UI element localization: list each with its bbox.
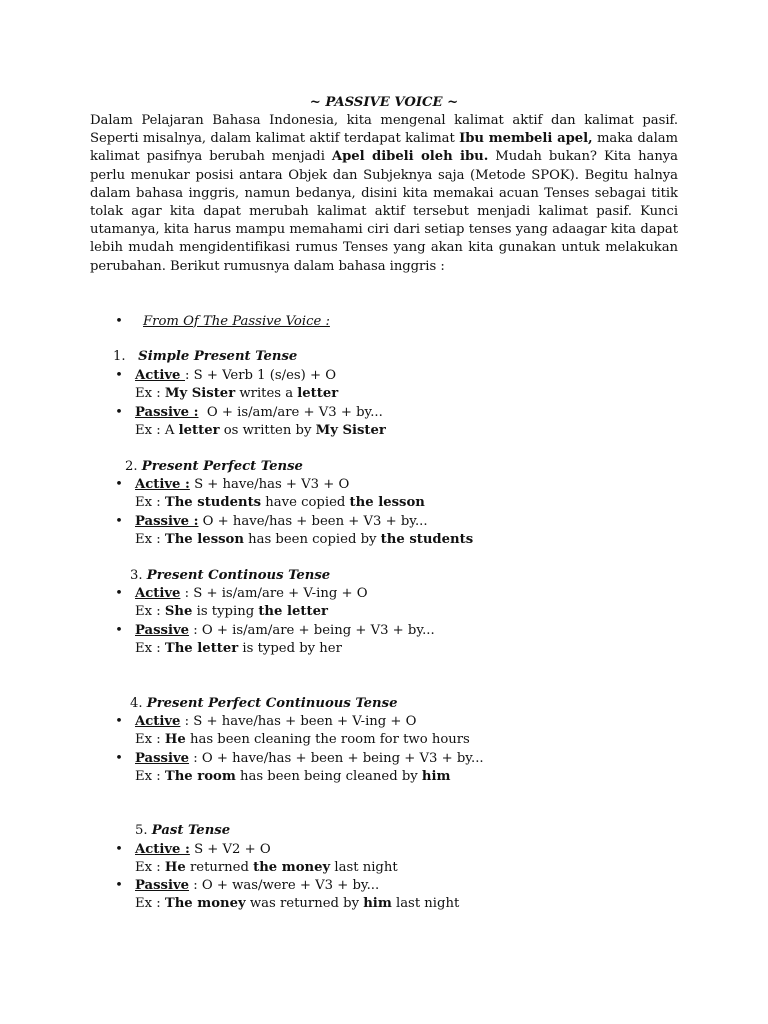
section-2-number: 2. — [125, 459, 138, 474]
example-bold: She — [164, 604, 193, 619]
passive-label: Passive — [135, 623, 190, 638]
passive-formula: O + have/has + been + V3 + by... — [198, 514, 428, 529]
section-5-heading — [135, 822, 230, 840]
example-text: is typed by her — [238, 641, 342, 656]
section-1-number: 1. — [113, 349, 126, 364]
intro-text-1: Dalam Pelajaran Bahasa Indonesia, kita mengenal kalimat aktif dan kalimat pasif. Seperti misalnya, dalam kalimat aktif terdapat kalimat — [90, 113, 678, 147]
passive-label: Passive : — [135, 405, 199, 420]
example-text: is typing — [192, 604, 259, 619]
section-2-active — [135, 476, 349, 494]
section-5-number: 5. — [135, 823, 148, 838]
section-4-heading — [130, 695, 397, 713]
section-2-passive — [135, 513, 428, 531]
example-bold: He — [164, 860, 186, 875]
section-2-title: Present Perfect Tense — [141, 459, 303, 474]
passive-formula: : O + was/were + V3 + by... — [189, 878, 380, 893]
active-formula: : S + have/has + been + V-ing + O — [180, 714, 417, 729]
bullet-4-active: • — [115, 714, 123, 729]
bullet-5-active: • — [115, 842, 123, 857]
section-5-title: Past Tense — [151, 823, 231, 838]
example-text: writes a — [235, 386, 298, 401]
section-3-heading — [130, 567, 330, 585]
section-5-active — [135, 841, 271, 859]
section-4-active — [135, 713, 416, 731]
active-formula: : S + is/am/are + V-ing + O — [180, 586, 368, 601]
section-2-active-example — [135, 494, 425, 512]
section-3-passive — [135, 622, 435, 640]
example-bold: The letter — [164, 641, 239, 656]
section-3-active-example — [135, 603, 328, 621]
section-4-passive — [135, 750, 484, 768]
section-2-heading — [125, 458, 303, 476]
bullet-3-passive: • — [115, 623, 123, 638]
form-label: From Of The Passive Voice : — [143, 314, 330, 329]
active-label: Active — [135, 714, 181, 729]
section-5-passive — [135, 877, 379, 895]
example-prefix: Ex : — [135, 641, 165, 656]
bullet-3-active: • — [115, 586, 123, 601]
active-formula: S + have/has + V3 + O — [189, 477, 350, 492]
section-1-passive — [135, 404, 383, 422]
active-label: Active — [135, 368, 186, 383]
passive-label: Passive — [135, 878, 190, 893]
section-1-active — [135, 367, 336, 385]
example-prefix: Ex : — [135, 769, 165, 784]
bullet-1-active: • — [115, 368, 123, 383]
section-3-number: 3. — [130, 568, 143, 583]
example-prefix: Ex : A — [135, 423, 179, 438]
example-text: last night — [330, 860, 398, 875]
bullet-1-passive: • — [115, 405, 123, 420]
example-prefix: Ex : — [135, 732, 165, 747]
intro-bold-2: Apel dibeli oleh ibu. — [331, 149, 489, 165]
example-text: has been cleaning the room for two hours — [185, 732, 470, 747]
example-text: has been being cleaned by — [235, 769, 422, 784]
example-text: last night — [391, 896, 460, 911]
active-formula: : S + Verb 1 (s/es) + O — [185, 368, 337, 383]
section-5-passive-example — [135, 895, 459, 913]
active-label: Active — [135, 586, 181, 601]
example-bold: letter — [297, 386, 339, 401]
bullet-form: • — [115, 314, 123, 329]
page-title: ~ PASSIVE VOICE ~ — [309, 95, 459, 110]
section-1-heading — [113, 348, 297, 366]
section-1-title: Simple Present Tense — [138, 349, 298, 364]
example-text: have copied — [261, 495, 350, 510]
section-3-passive-example — [135, 640, 342, 658]
intro-text-2: maka dalam kalimat pasifnya berubah menjadi — [90, 131, 679, 165]
example-bold: He — [164, 732, 186, 747]
example-prefix: Ex : — [135, 532, 165, 547]
section-4-passive-example — [135, 768, 450, 786]
section-3-title: Present Continous Tense — [146, 568, 331, 583]
section-4-title: Present Perfect Continuous Tense — [146, 696, 398, 711]
example-bold: the lesson — [349, 495, 425, 510]
example-bold: the students — [380, 532, 474, 547]
section-4-active-example — [135, 731, 470, 749]
example-bold: him — [363, 896, 392, 911]
example-bold: him — [421, 769, 451, 784]
example-bold: The lesson — [164, 532, 244, 547]
active-label: Active : — [135, 477, 190, 492]
bullet-4-passive: • — [115, 751, 123, 766]
example-bold: The students — [164, 495, 262, 510]
section-1-passive-example — [135, 422, 386, 440]
passive-formula: O + is/am/are + V3 + by... — [198, 405, 383, 420]
example-prefix: Ex : — [135, 860, 165, 875]
bullet-2-active: • — [115, 477, 123, 492]
section-3-active — [135, 585, 368, 603]
intro-paragraph — [90, 112, 678, 276]
example-text: has been copied by — [243, 532, 381, 547]
example-bold: The room — [164, 769, 236, 784]
section-5-active-example — [135, 859, 398, 877]
section-2-passive-example — [135, 531, 473, 549]
example-text: os written by — [219, 423, 316, 438]
passive-label: Passive — [135, 751, 190, 766]
example-bold: My Sister — [164, 386, 236, 401]
example-bold: the money — [253, 860, 331, 875]
example-prefix: Ex : — [135, 495, 165, 510]
passive-label: Passive : — [135, 514, 199, 529]
example-bold: My Sister — [315, 423, 386, 438]
active-formula: S + V2 + O — [189, 842, 271, 857]
intro-text-3: Mudah bukan? Kita hanya perlu menukar posisi antara Objek dan Subjeknya saja (Metode SPOK). Begitu halnya dalam bahasa inggris, namun bedanya, disini kita memakai acuan Tenses sebagai titik tolak agar kita dapat merubah kalimat aktif tersebut menjadi kalimat pasif. Kunci utamanya, kita harus mampu memahami ciri dari setiap tenses yang adaagar kita dapat lebih mudah mengidentifikasi rumus Tenses yang akan kita gunakan untuk melakukan perubahan. Berikut rumusnya dalam bahasa inggris : — [90, 149, 678, 274]
example-prefix: Ex : — [135, 386, 165, 401]
example-text: was returned by — [245, 896, 364, 911]
passive-formula: : O + have/has + been + being + V3 + by... — [189, 751, 484, 766]
example-text: returned — [185, 860, 254, 875]
example-bold: The money — [164, 896, 246, 911]
passive-formula: : O + is/am/are + being + V3 + by... — [189, 623, 435, 638]
example-prefix: Ex : — [135, 896, 165, 911]
example-prefix: Ex : — [135, 604, 165, 619]
intro-bold-1: Ibu membeli apel, — [459, 131, 593, 147]
section-1-active-example — [135, 385, 338, 403]
bullet-5-passive: • — [115, 878, 123, 893]
active-label: Active : — [135, 842, 190, 857]
example-bold: letter — [178, 423, 220, 438]
example-bold: the letter — [258, 604, 328, 619]
section-4-number: 4. — [130, 696, 143, 711]
bullet-2-passive: • — [115, 514, 123, 529]
